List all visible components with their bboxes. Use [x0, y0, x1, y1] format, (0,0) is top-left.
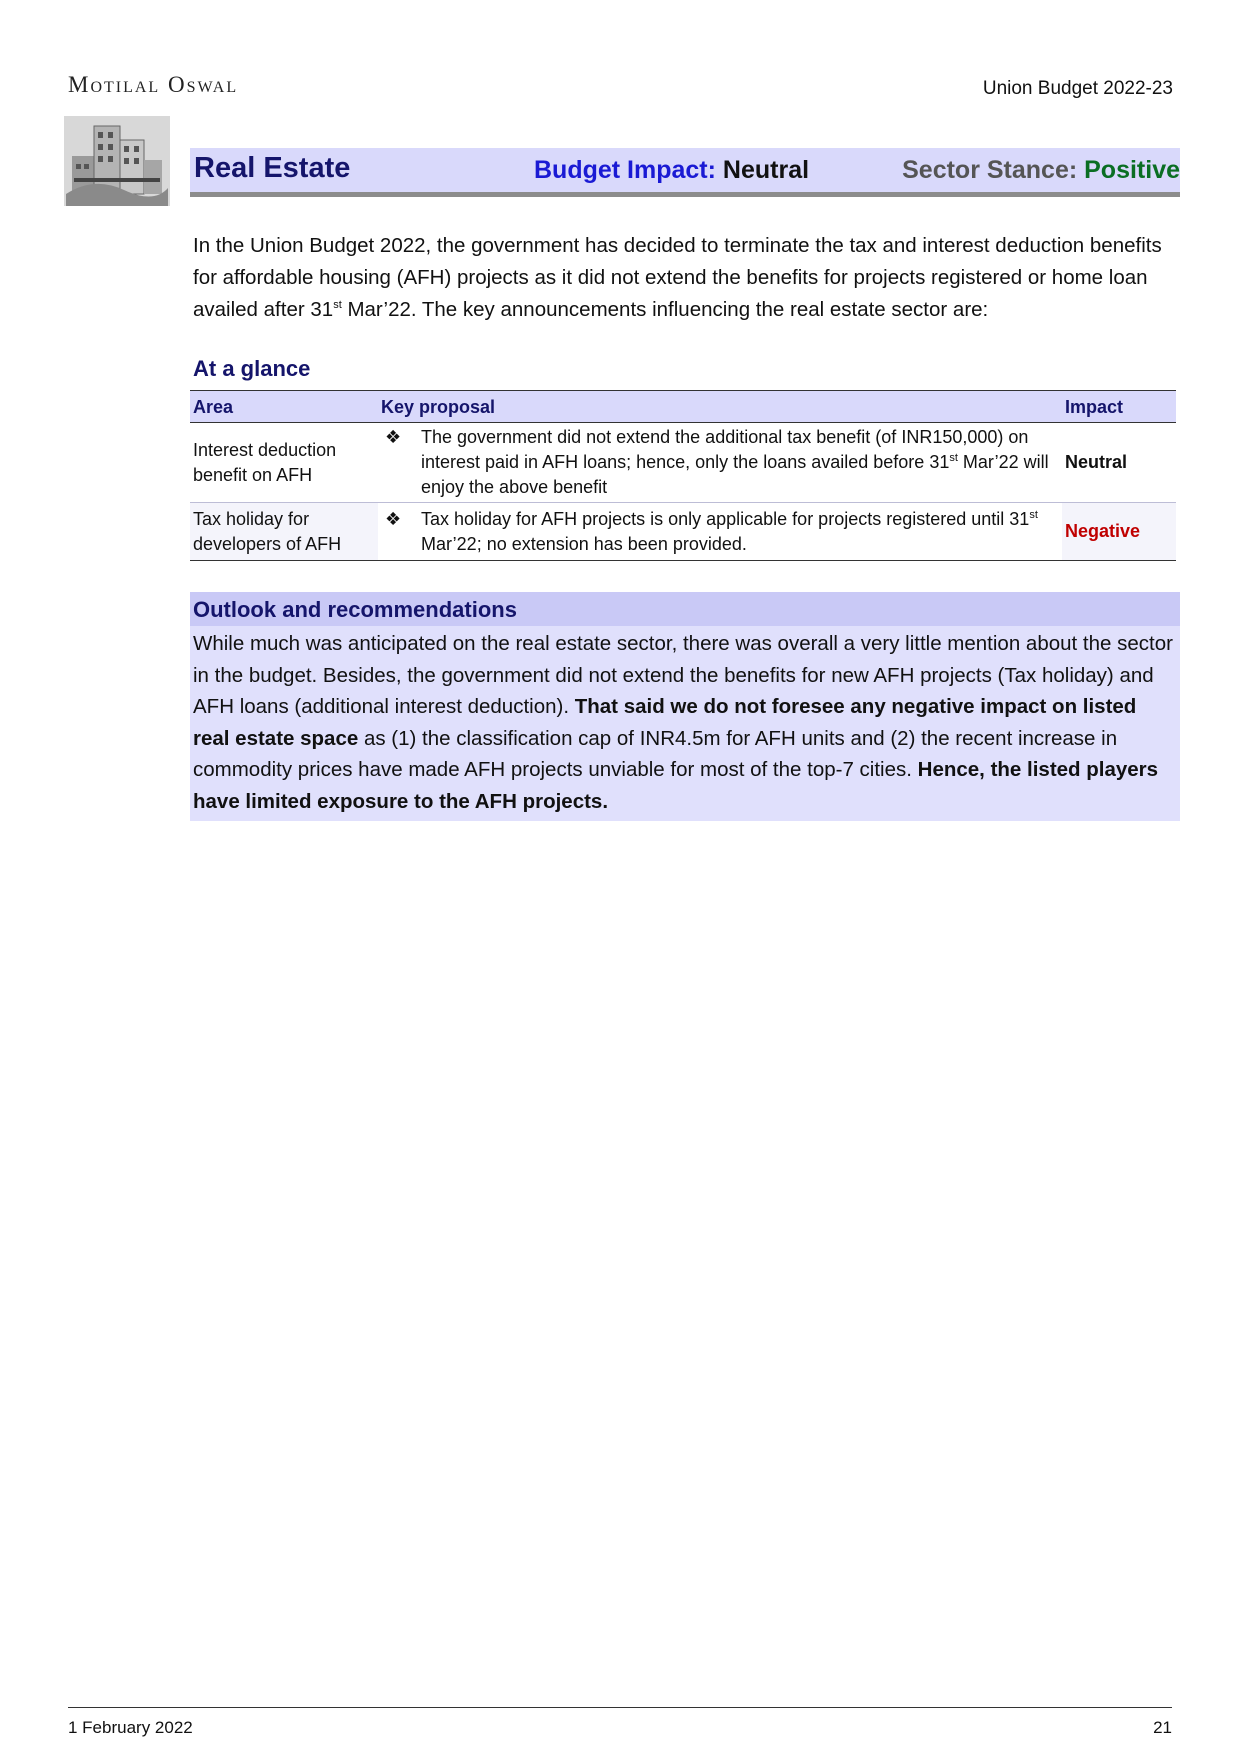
outlook-bold-1: That said we do not foresee any negative impact on listed real estate space [193, 695, 1137, 750]
footer-date: 1 February 2022 [68, 1718, 193, 1737]
proposal-text-b: Mar’22 will enjoy the above benefit [421, 452, 1049, 497]
at-a-glance-heading: At a glance [193, 356, 311, 381]
proposal-text-b: Mar’22; no extension has been provided. [421, 533, 747, 554]
proposal-text [421, 425, 1059, 500]
outlook-heading: Outlook and recommendations [190, 592, 1180, 626]
diamond-bullet-icon: ❖ [385, 427, 402, 447]
intro-text-part1: In the Union Budget 2022, the government has decided to terminate the tax and interest deduction benefits for affordable housing (AFH) projects as it did not extend the benefits for projects registered or home loan availed after 31 [193, 234, 1162, 321]
column-header-key-proposal: Key proposal [378, 391, 1062, 423]
brand-logo: Motilal Oswal [68, 72, 239, 97]
at-a-glance-table [190, 390, 1176, 561]
table-header-row [190, 391, 1176, 423]
area-cell: Interest deduction benefit on AFH [190, 423, 378, 503]
column-header-impact: Impact [1062, 391, 1176, 423]
proposal-text-a: Tax holiday for AFH projects is only applicable for projects registered until 31 [421, 508, 1030, 529]
budget-impact-value: Neutral [722, 156, 810, 184]
sector-header-bar [190, 148, 1180, 197]
column-header-area: Area [190, 391, 378, 423]
proposal-cell [378, 423, 1062, 503]
proposal-superscript: st [949, 452, 958, 464]
intro-superscript: st [333, 299, 342, 312]
outlook-text-1: While much was anticipated on the real estate sector, there was overall a very little mention about the sector in the budget. Besides, the government did not extend the benefits for new AFH projects (Tax holiday) and AFH loans (additional interest deduction). [193, 632, 1173, 718]
budget-impact [534, 156, 809, 185]
intro-paragraph [193, 230, 1183, 326]
impact-cell: Neutral [1062, 423, 1176, 503]
impact-cell: Negative [1062, 503, 1176, 561]
budget-impact-label: Budget Impact: [534, 156, 716, 184]
table-row [190, 423, 1176, 503]
area-cell: Tax holiday for developers of AFH [190, 503, 378, 561]
footer-divider [68, 1707, 1172, 1708]
sector-stance-label: Sector Stance: [902, 156, 1078, 184]
outlook-bold-2: Hence, the listed players have limited exposure to the AFH projects. [193, 758, 1159, 813]
sector-stance-value: Positive [1084, 156, 1180, 184]
sector-stance [902, 156, 1180, 185]
diamond-bullet-icon: ❖ [385, 508, 402, 529]
proposal-superscript: st [1029, 508, 1038, 521]
outlook-box [190, 592, 1180, 821]
proposal-text [421, 507, 1059, 557]
sector-name: Real Estate [194, 152, 351, 184]
outlook-paragraph [190, 626, 1180, 821]
intro-text-part2: Mar’22. The key announcements influencing the real estate sector are: [341, 298, 989, 321]
page-number: 21 [1153, 1718, 1172, 1737]
table-row [190, 503, 1176, 561]
buildings-icon [64, 116, 170, 206]
proposal-cell [378, 503, 1062, 561]
proposal-text-a: The government did not extend the additional tax benefit (of INR150,000) on interest paid in AFH loans; hence, only the loans availed before 31 [421, 427, 1029, 472]
outlook-text-2: as (1) the classification cap of INR4.5m for AFH units and (2) the recent increase in commodity prices have made AFH projects unviable for most of the top-7 cities. [193, 726, 1118, 781]
document-title: Union Budget 2022-23 [982, 78, 1173, 99]
